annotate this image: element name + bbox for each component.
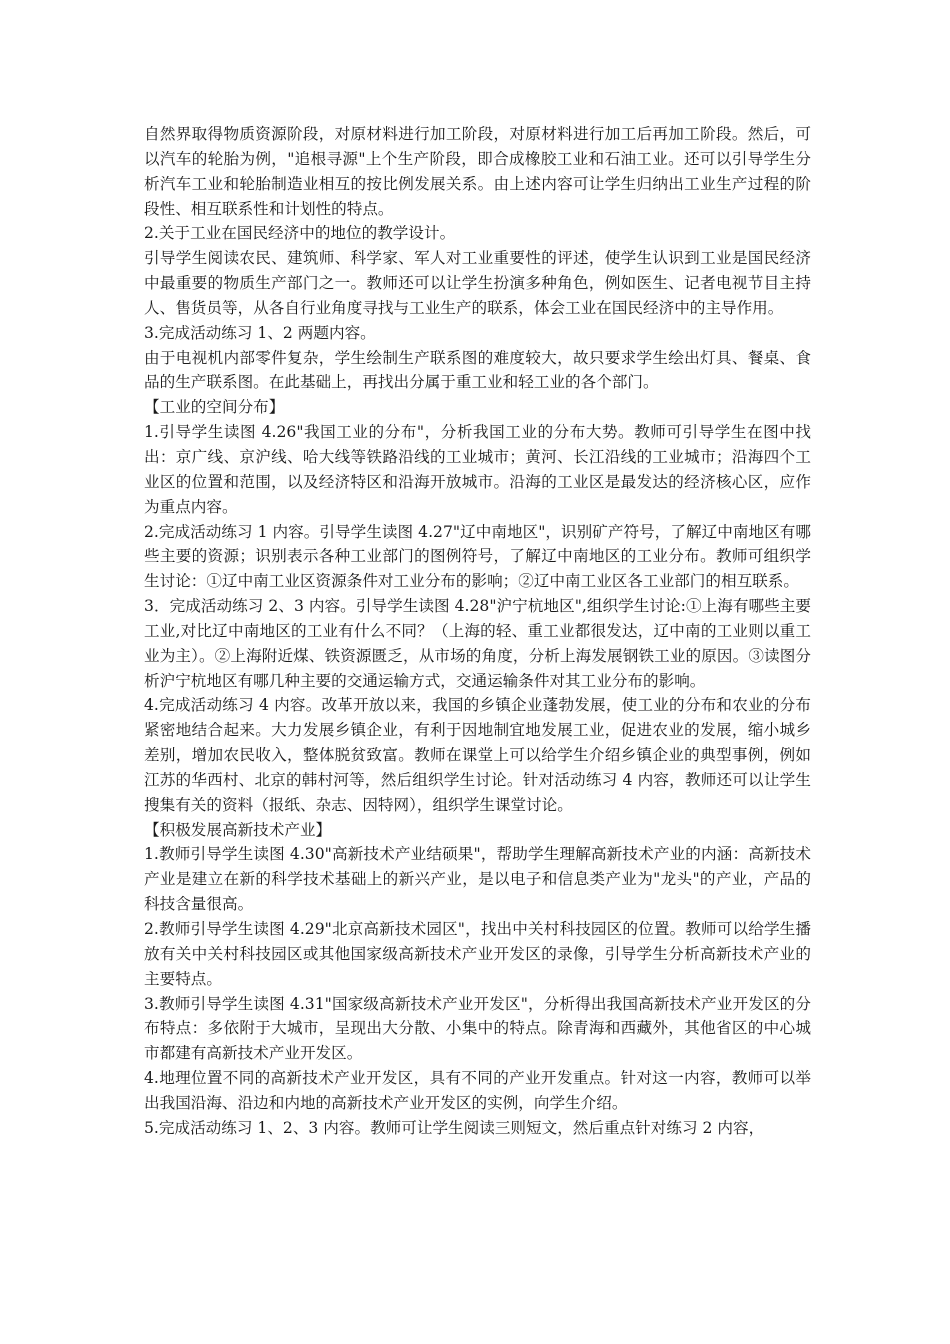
- list-item: 2.完成活动练习 1 内容。引导学生读图 4.27"辽中南地区"，识别矿产符号，了解辽中南地区有哪些主要的资源；识别表示各种工业部门的图例符号，了解辽中南地区的工业分布。教师可组织学生讨论：①辽中南工业区资源条件对工业分布的影响；②辽中南工业区各工业部门的相互联系。: [144, 522, 811, 591]
- list-item-heading: 2.关于工业在国民经济中的地位的教学设计。: [144, 224, 456, 243]
- list-item-heading: 3.完成活动练习 1、2 两题内容。: [144, 323, 376, 342]
- section-heading: 【积极发展高新技术产业】: [144, 820, 332, 839]
- list-item: 4.地理位置不同的高新技术产业开发区，具有不同的产业开发重点。针对这一内容，教师可以举出我国沿海、沿边和内地的高新技术产业开发区的实例，向学生介绍。: [144, 1069, 811, 1112]
- list-item: 4.完成活动练习 4 内容。改革开放以来，我国的乡镇企业蓬勃发展，使工业的分布和农业的分布紧密地结合起来。大力发展乡镇企业，有利于因地制宜地发展工业，促进农业的发展，缩小城乡差别，增加农民收入，整体脱贫致富。教师在课堂上可以给学生介绍乡镇企业的典型事例，例如江苏的华西村、北京的韩村河等，然后组织学生讨论。针对活动练习 4 内容，教师还可以让学生搜集有关的资料（报纸、杂志、因特网），组织学生课堂讨论。: [144, 696, 811, 814]
- list-item: 5.完成活动练习 1、2、3 内容。教师可让学生阅读三则短文，然后重点针对练习 2 内容，: [144, 1118, 765, 1137]
- section-heading: 【工业的空间分布】: [144, 398, 285, 417]
- list-item: 1.教师引导学生读图 4.30"高新技术产业结硕果"，帮助学生理解高新技术产业的内涵：高新技术产业是建立在新的科学技术基础上的新兴产业，是以电子和信息类产业为"龙头"的产业，产品的科技含量很高。: [144, 845, 811, 914]
- paragraph: 由于电视机内部零件复杂，学生绘制生产联系图的难度较大，故只要求学生绘出灯具、餐桌、食品的生产联系图。在此基础上，再找出分属于重工业和轻工业的各个部门。: [144, 348, 811, 392]
- list-item: 2.教师引导学生读图 4.29"北京高新技术园区"，找出中关村科技园区的位置。教师可以给学生播放有关中关村科技园区或其他国家级高新技术产业开发区的录像，引导学生分析高新技术产业的主要特点。: [144, 920, 811, 988]
- paragraph: 引导学生阅读农民、建筑师、科学家、军人对工业重要性的评述，使学生认识到工业是国民经济中最重要的物质生产部门之一。教师还可以让学生扮演多种角色，例如医生、记者电视节目主持人、售货员等，从各自行业角度寻找与工业生产的联系，体会工业在国民经济中的主导作用。: [144, 249, 811, 317]
- document-body: [144, 122, 811, 1141]
- paragraph: 自然界取得物质资源阶段，对原材料进行加工阶段，对原材料进行加工后再加工阶段。然后，可以汽车的轮胎为例，"追根寻源"上个生产阶段，即合成橡胶工业和石油工业。还可以引导学生分析汽车工业和轮胎制造业相互的按比例发展关系。由上述内容可让学生归纳出工业生产过程的阶段性、相互联系性和计划性的特点。: [144, 125, 811, 218]
- list-item: 1.引导学生读图 4.26"我国工业的分布"，分析我国工业的分布大势。教师可引导学生在图中找出：京广线、京沪线、哈大线等铁路沿线的工业城市；黄河、长江沿线的工业城市；沿海四个工业区的位置和范围，以及经济特区和沿海开放城市。沿海的工业区是最发达的经济核心区，应作为重点内容。: [144, 423, 811, 516]
- list-item: 3.教师引导学生读图 4.31"国家级高新技术产业开发区"，分析得出我国高新技术产业开发区的分布特点：多依附于大城市，呈现出大分散、小集中的特点。除青海和西藏外，其他省区的中心城市都建有高新技术产业开发区。: [144, 994, 811, 1063]
- list-item: 3．完成活动练习 2、3 内容。引导学生读图 4.28"沪宁杭地区",组织学生讨论:①上海有哪些主要工业,对比辽中南地区的工业有什么不同？（上海的轻、重工业都很发达，辽中南的工业则以重工业为主）。②上海附近煤、铁资源匮乏，从市场的角度，分析上海发展钢铁工业的原因。③读图分析沪宁杭地区有哪几种主要的交通运输方式，交通运输条件对其工业分布的影响。: [144, 597, 811, 690]
